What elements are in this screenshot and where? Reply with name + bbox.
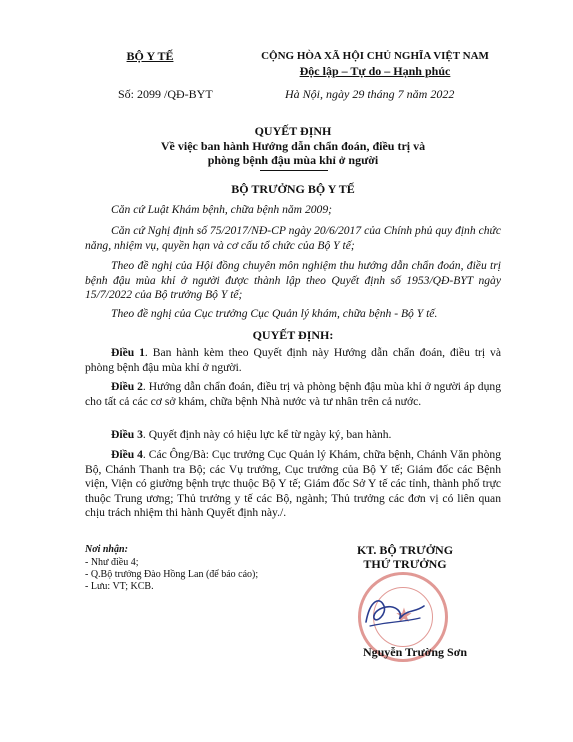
recipient-item: - Q.Bộ trưởng Đào Hồng Lan (để báo cáo); bbox=[85, 569, 259, 580]
basis-department: Theo đề nghị của Cục trưởng Cục Quản lý khám, chữa bệnh - Bộ Y tế. bbox=[111, 307, 438, 320]
decision-subject-line2: phòng bệnh đậu mùa khỉ ở người bbox=[207, 153, 379, 167]
article-2: Điều 2. Hướng dẫn chẩn đoán, điều trị và phòng bệnh đậu mùa khỉ ở người áp dụng cho tất cả các cơ sở khám, chữa bệnh Nhà nước và tư nhân trên cả nước. bbox=[85, 380, 501, 408]
article-3: Điều 3. Quyết định này có hiệu lực kể từ ngày ký, ban hành. bbox=[111, 428, 392, 441]
ministry-name: BỘ Y TẾ bbox=[126, 49, 174, 63]
recipient-item: - Lưu: VT; KCB. bbox=[85, 581, 154, 592]
decision-subject-line1: Về việc ban hành Hướng dẫn chẩn đoán, điều trị và bbox=[160, 139, 426, 153]
recipient-item: - Như điều 4; bbox=[85, 557, 139, 568]
title-underline bbox=[260, 170, 328, 171]
basis-decree: Căn cứ Nghị định số 75/2017/NĐ-CP ngày 20/6/2017 của Chính phủ quy định chức năng, nhiệm vụ, quyền hạn và cơ cấu tổ chức của Bộ Y tế; bbox=[85, 224, 501, 252]
official-seal-icon: ★ bbox=[358, 572, 448, 662]
recipients-title: Nơi nhận: bbox=[85, 544, 128, 555]
decides-heading: QUYẾT ĐỊNH: bbox=[252, 328, 334, 342]
issuing-authority: BỘ TRƯỞNG BỘ Y TẾ bbox=[231, 182, 355, 196]
signer-name: Nguyễn Trường Sơn bbox=[362, 645, 468, 659]
signer-position-line2: THỨ TRƯỞNG bbox=[363, 557, 447, 571]
article-4: Điều 4. Các Ông/Bà: Cục trưởng Cục Quản lý Khám, chữa bệnh, Chánh Văn phòng Bộ, Chánh Thanh tra Bộ; các Vụ trưởng, Cục trưởng của Bộ Y tế; Giám đốc các Bệnh viện, Viện có giường bệnh trực thuộc Bộ Y tế; Giám đốc Sở Y tế các tỉnh, thành phố trực thuộc Trung ương; Thủ trưởng y tế các Bộ, ngành; Thủ trưởng các đơn vị có liên quan chịu trách nhiệm thi hành Quyết định này./. bbox=[85, 448, 501, 520]
national-motto: Độc lập – Tự do – Hạnh phúc bbox=[299, 64, 451, 78]
signer-position-line1: KT. BỘ TRƯỞNG bbox=[356, 543, 454, 557]
article-1: Điều 1. Ban hành kèm theo Quyết định này Hướng dẫn chẩn đoán, điều trị và phòng bệnh đậu mùa khỉ ở người. bbox=[85, 346, 501, 374]
basis-law: Căn cứ Luật Khám bệnh, chữa bệnh năm 2009; bbox=[111, 203, 332, 216]
basis-council: Theo đề nghị của Hội đồng chuyên môn nghiệm thu hướng dẫn chẩn đoán, điều trị bệnh đậu mùa khỉ ở người được thành lập theo Quyết định số 1953/QĐ-BYT ngày 15/7/2022 của Bộ trưởng Bộ Y tế; bbox=[85, 259, 501, 302]
document-number: Số: 2099 /QĐ-BYT bbox=[118, 87, 213, 101]
handwritten-signature-icon bbox=[360, 592, 430, 632]
place-date: Hà Nội, ngày 29 tháng 7 năm 2022 bbox=[285, 87, 455, 101]
country-name: CỘNG HÒA XÃ HỘI CHỦ NGHĨA VIỆT NAM bbox=[261, 50, 489, 62]
decision-title: QUYẾT ĐỊNH bbox=[254, 124, 332, 138]
